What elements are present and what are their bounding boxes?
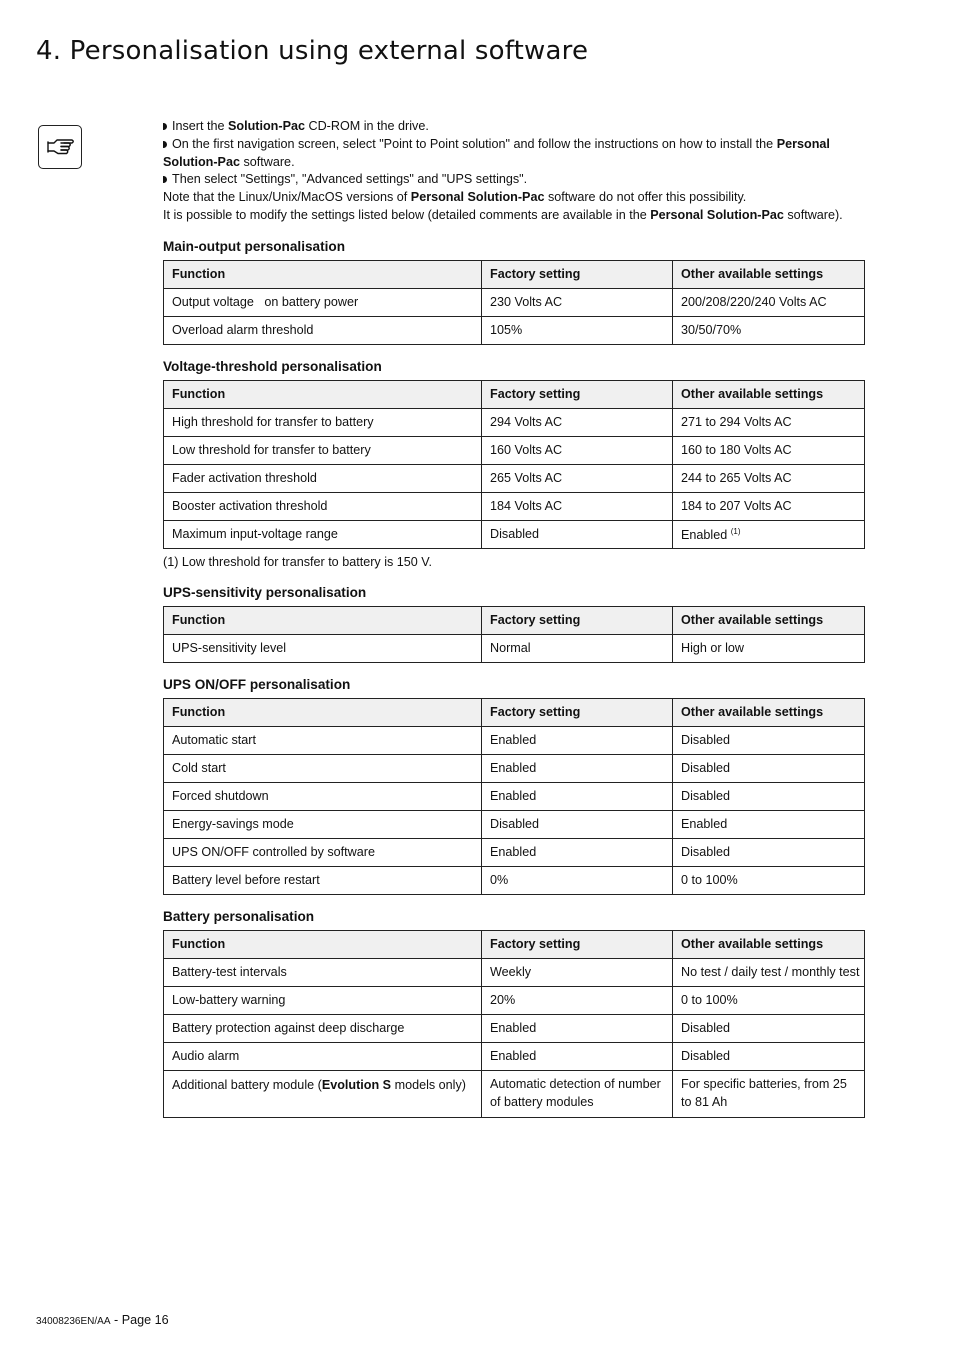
intro-line-5: It is possible to modify the settings listed below (detailed comments are available in the Personal Solution-Pac software). (163, 207, 843, 222)
table-row (164, 520, 865, 548)
cell-function: Battery-test intervals (164, 958, 482, 986)
intro-line-3: Then select "Settings", "Advanced settings" and "UPS settings". (163, 171, 864, 189)
cell-factory: Enabled (482, 726, 673, 754)
cell-factory: 265 Volts AC (482, 464, 673, 492)
table-row (164, 838, 865, 866)
cell-factory: 0% (482, 866, 673, 894)
table-row (164, 1042, 865, 1070)
section-title-voltage-threshold: Voltage-threshold personalisation (163, 358, 382, 374)
header-factory-setting: Factory setting (482, 930, 673, 958)
section-title-battery: Battery personalisation (163, 908, 315, 924)
cell-function: Output voltage on battery power (164, 288, 482, 316)
cell-factory: Automatic detection of number of battery modules (482, 1070, 673, 1117)
cell-factory: 105% (482, 316, 673, 344)
cell-other: Disabled (673, 838, 865, 866)
section-title-main-output: Main-output personalisation (163, 238, 346, 254)
header-other-settings: Other available settings (673, 606, 865, 634)
cell-function: Energy-savings mode (164, 810, 482, 838)
header-other-settings: Other available settings (673, 698, 865, 726)
cell-other: No test / daily test / monthly test (673, 958, 865, 986)
table-row (164, 866, 865, 894)
cell-function: UPS ON/OFF controlled by software (164, 838, 482, 866)
table-header-row (164, 930, 865, 958)
table-row (164, 986, 865, 1014)
cell-factory: 184 Volts AC (482, 492, 673, 520)
page-title: 4. Personalisation using external software (36, 36, 589, 66)
ups-sensitivity-table (163, 606, 865, 663)
footnote: (1) Low threshold for transfer to battery is 150 V. (163, 554, 433, 569)
main-output-table (163, 260, 865, 345)
bullet-icon (163, 176, 167, 183)
cell-function: Automatic start (164, 726, 482, 754)
header-factory-setting: Factory setting (482, 380, 673, 408)
battery-table (163, 930, 865, 1118)
cell-factory: Disabled (482, 520, 673, 548)
table-row (164, 810, 865, 838)
main-content (163, 118, 864, 1118)
header-function: Function (164, 380, 482, 408)
intro-line-2: On the first navigation screen, select "Point to Point solution" and follow the instructions on how to install the Personal Solution-Pac software. (163, 136, 830, 169)
cell-factory: Enabled (482, 782, 673, 810)
intro-line-1: Insert the Solution-Pac CD-ROM in the drive. (163, 118, 864, 136)
ups-onoff-table (163, 698, 865, 895)
header-factory-setting: Factory setting (482, 698, 673, 726)
cell-other: Enabled (673, 810, 865, 838)
cell-function: Additional battery module (Evolution S models only) (164, 1070, 482, 1117)
cell-factory: 20% (482, 986, 673, 1014)
header-function: Function (164, 260, 482, 288)
cell-other: 244 to 265 Volts AC (673, 464, 865, 492)
table-header-row (164, 698, 865, 726)
intro-line-4: Note that the Linux/Unix/MacOS versions of Personal Solution-Pac software do not offer this possibility. (163, 190, 747, 205)
table-header-row (164, 260, 865, 288)
cell-function: Fader activation threshold (164, 464, 482, 492)
intro-text (163, 118, 864, 225)
cell-function: Cold start (164, 754, 482, 782)
cell-other: For specific batteries, from 25 to 81 Ah (673, 1070, 865, 1117)
cell-factory: Enabled (482, 1014, 673, 1042)
cell-other: 200/208/220/240 Volts AC (673, 288, 865, 316)
cell-other: Disabled (673, 726, 865, 754)
cell-other (673, 520, 865, 548)
cell-other: Disabled (673, 782, 865, 810)
bullet-icon (163, 123, 167, 130)
voltage-threshold-table (163, 380, 865, 549)
table-row (164, 1070, 865, 1117)
cell-function: High threshold for transfer to battery (164, 408, 482, 436)
table-row (164, 464, 865, 492)
cell-function: Battery protection against deep discharge (164, 1014, 482, 1042)
table-row (164, 754, 865, 782)
section-title-ups-sensitivity: UPS-sensitivity personalisation (163, 584, 367, 600)
cell-other: 184 to 207 Volts AC (673, 492, 865, 520)
cell-factory: 294 Volts AC (482, 408, 673, 436)
table-header-row (164, 380, 865, 408)
cell-factory: Disabled (482, 810, 673, 838)
cell-factory: Enabled (482, 754, 673, 782)
bullet-icon (163, 141, 167, 148)
table-row (164, 726, 865, 754)
header-factory-setting: Factory setting (482, 606, 673, 634)
table-header-row (164, 606, 865, 634)
cell-function: Overload alarm threshold (164, 316, 482, 344)
cell-function: Low threshold for transfer to battery (164, 436, 482, 464)
cell-function: Battery level before restart (164, 866, 482, 894)
header-function: Function (164, 930, 482, 958)
header-function: Function (164, 698, 482, 726)
table-row (164, 782, 865, 810)
cell-other: 0 to 100% (673, 986, 865, 1014)
header-function: Function (164, 606, 482, 634)
table-row (164, 634, 865, 662)
cell-other: 271 to 294 Volts AC (673, 408, 865, 436)
section-title-ups-onoff: UPS ON/OFF personalisation (163, 676, 351, 692)
cell-other: 30/50/70% (673, 316, 865, 344)
table-row (164, 408, 865, 436)
table-row (164, 492, 865, 520)
cell-factory: 160 Volts AC (482, 436, 673, 464)
cell-other: 0 to 100% (673, 866, 865, 894)
cell-factory: Enabled (482, 1042, 673, 1070)
table-row (164, 436, 865, 464)
cell-factory: Enabled (482, 838, 673, 866)
footnote-ref: (1) (730, 526, 741, 536)
document-code: 34008236EN/AA (36, 1316, 111, 1327)
cell-function: Booster activation threshold (164, 492, 482, 520)
cell-other: High or low (673, 634, 865, 662)
header-other-settings: Other available settings (673, 380, 865, 408)
table-row (164, 288, 865, 316)
header-factory-setting: Factory setting (482, 260, 673, 288)
cell-function: Maximum input-voltage range (164, 520, 482, 548)
cell-other: Disabled (673, 1042, 865, 1070)
header-other-settings: Other available settings (673, 260, 865, 288)
cell-factory: 230 Volts AC (482, 288, 673, 316)
pointing-hand-icon (38, 125, 82, 169)
cell-function: Audio alarm (164, 1042, 482, 1070)
cell-factory: Weekly (482, 958, 673, 986)
table-row (164, 1014, 865, 1042)
cell-function: Forced shutdown (164, 782, 482, 810)
table-row (164, 316, 865, 344)
cell-other-text: Enabled (681, 527, 728, 542)
page-footer (36, 1313, 169, 1327)
cell-function: Low-battery warning (164, 986, 482, 1014)
cell-other: Disabled (673, 1014, 865, 1042)
cell-function: UPS-sensitivity level (164, 634, 482, 662)
cell-other: 160 to 180 Volts AC (673, 436, 865, 464)
page-number: - Page 16 (110, 1313, 169, 1327)
cell-factory: Normal (482, 634, 673, 662)
header-other-settings: Other available settings (673, 930, 865, 958)
table-row (164, 958, 865, 986)
cell-other: Disabled (673, 754, 865, 782)
